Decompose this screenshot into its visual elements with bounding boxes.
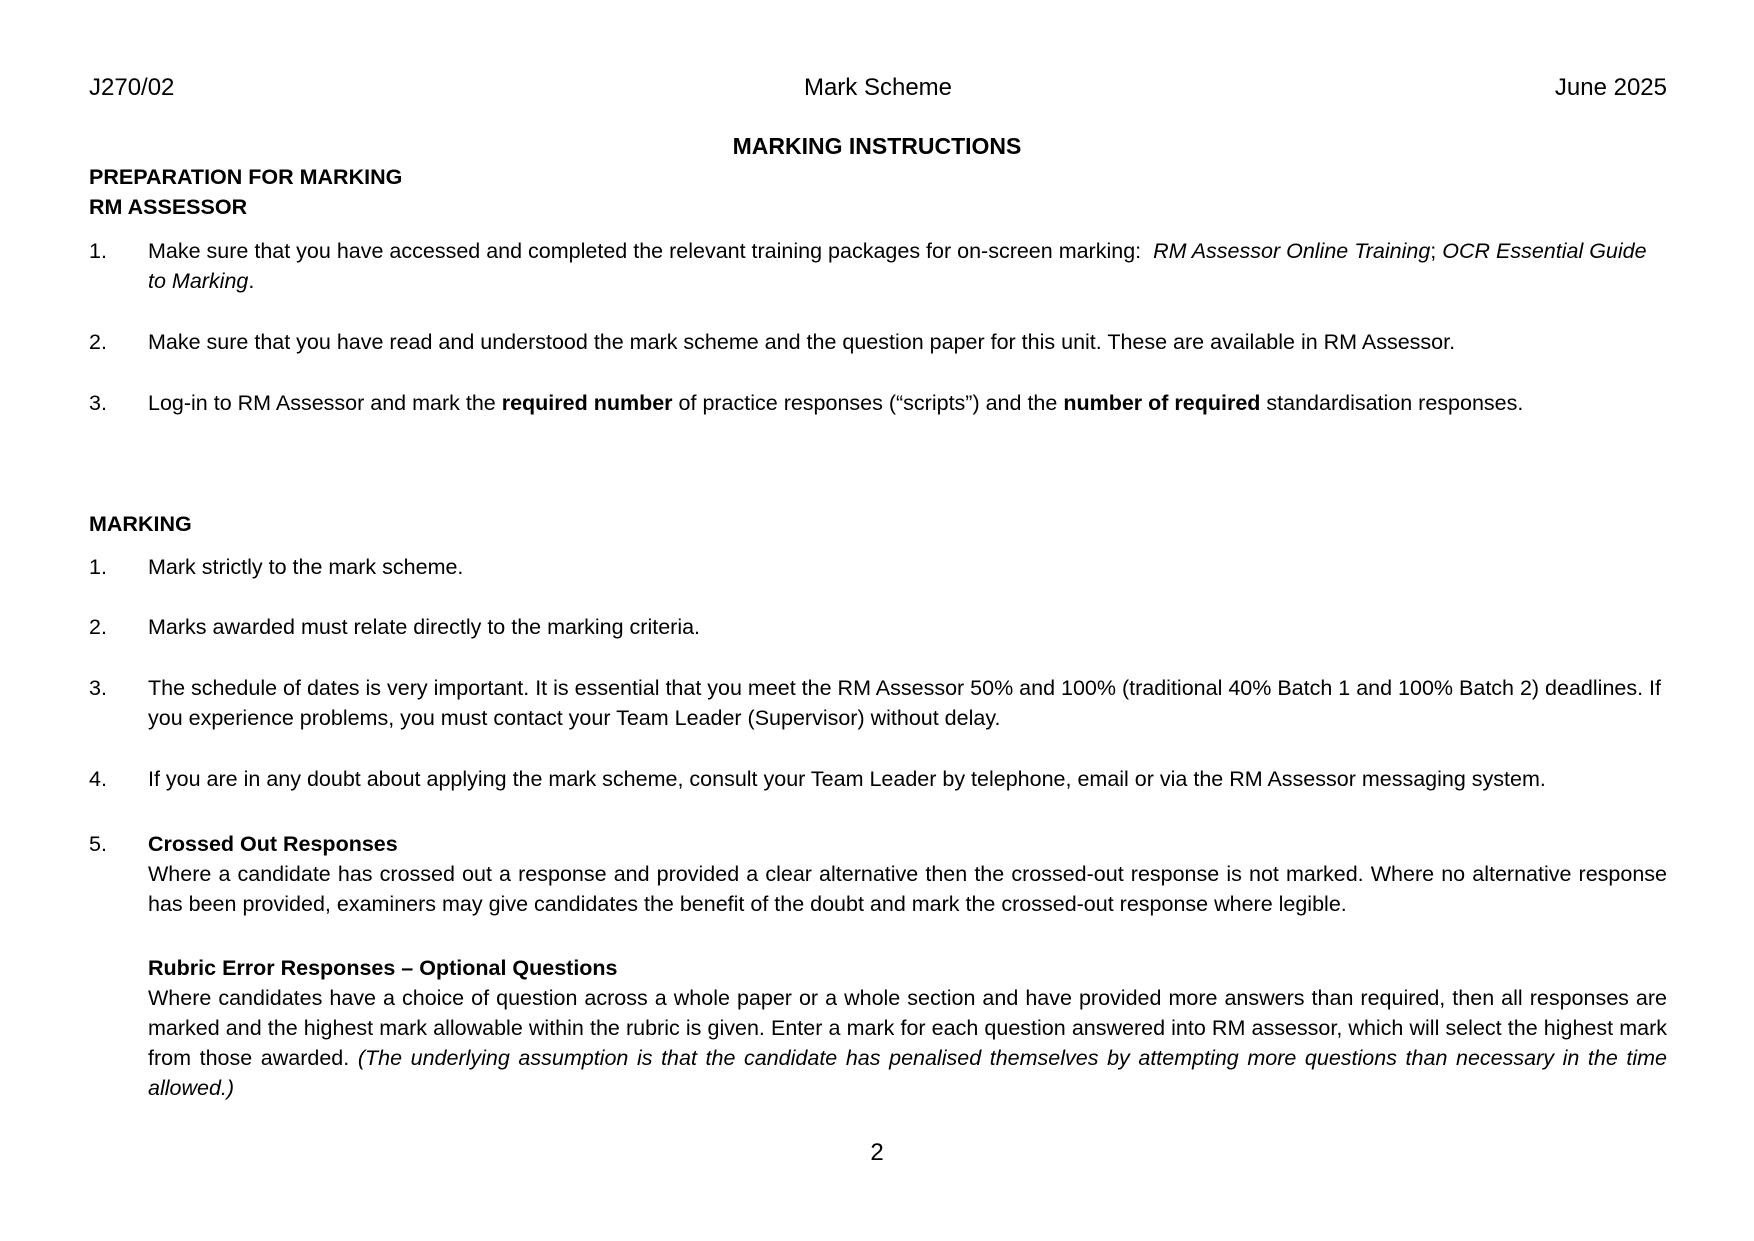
marking-item-2 (89, 612, 1667, 642)
text-run: of practice responses (“scripts”) and the (672, 391, 1064, 415)
list-number: 3. (89, 391, 107, 415)
list-number: 2. (89, 615, 107, 639)
page-title: MARKING INSTRUCTIONS (732, 133, 1022, 159)
list-number: 1. (89, 555, 107, 579)
prep-item-1 (89, 236, 1667, 296)
italic-text-run: OCR Essential Guide to Marking (148, 239, 1647, 293)
list-text (148, 236, 1667, 296)
text-run: . (248, 269, 255, 293)
list-content (148, 829, 1667, 919)
list-text: If you are in any doubt about applying the mark scheme, consult your Team Leader by telephone, email or via the RM Assessor messaging system. (148, 767, 1546, 791)
list-number: 3. (89, 676, 107, 700)
list-number: 4. (89, 767, 107, 791)
text-run: Where candidates have a choice of question across a whole paper or a whole section and have provided more answers than required, then all responses are marked and the highest mark allowable within the rubric is given. Enter a mark for each question answered into RM assessor, which will select the highest mark from those awarded. (148, 986, 1667, 1070)
list-number: 2. (89, 330, 107, 354)
text-run: ; (1430, 239, 1443, 263)
list-text: The schedule of dates is very important. It is essential that you meet the RM Assessor 50% and 100% (traditional 40% Batch 1 and 100% Batch 2) deadlines. If you experience problems, you must contact your Team Leader (Supervisor) without delay. (148, 676, 1661, 730)
bold-text-run: number of required (1063, 391, 1261, 415)
marking-item-5 (89, 829, 1667, 919)
marking-item-4 (89, 764, 1667, 794)
rubric-heading: Rubric Error Responses – Optional Questions (148, 956, 618, 980)
page-number: 2 (870, 1139, 884, 1166)
list-text (148, 388, 1667, 418)
prep-item-2 (89, 327, 1667, 357)
section-heading-rm-assessor: RM ASSESSOR (89, 195, 248, 219)
document-type: Mark Scheme (803, 74, 953, 101)
list-number: 1. (89, 239, 107, 263)
italic-text-run: RM Assessor Online Training (1153, 239, 1431, 263)
marking-item-3 (89, 673, 1667, 733)
item-heading: Crossed Out Responses (148, 832, 398, 856)
list-text: Make sure that you have read and understood the mark scheme and the question paper for this unit. These are available in RM Assessor. (148, 330, 1456, 354)
bold-text-run: required number (501, 391, 673, 415)
text-run: Make sure that you have accessed and completed the relevant training packages for on-screen marking: (148, 239, 1154, 263)
list-text: Mark strictly to the mark scheme. (148, 555, 464, 579)
italic-text-run: (The underlying assumption is that the candidate has penalised themselves by attempting more questions than necessary in the time allowed.) (148, 1046, 1668, 1100)
text-run: Log-in to RM Assessor and mark the (148, 391, 502, 415)
prep-item-3 (89, 388, 1667, 418)
paper-code: J270/02 (89, 74, 175, 101)
section-heading-preparation: PREPARATION FOR MARKING (89, 165, 403, 189)
exam-date: June 2025 (1554, 74, 1667, 101)
list-text: Marks awarded must relate directly to the marking criteria. (148, 615, 701, 639)
page-header (89, 74, 1667, 104)
marking-item-1 (89, 552, 1667, 582)
section-heading-marking: MARKING (89, 512, 192, 536)
list-number: 5. (89, 832, 107, 856)
item-paragraph: Where a candidate has crossed out a response and provided a clear alternative then the crossed-out response is not marked. Where no alternative response has been provided, examiners may give candidates the benefit of the doubt and mark the crossed-out response where legible. (148, 862, 1667, 916)
rubric-paragraph (148, 983, 1667, 1103)
rubric-section (148, 953, 1667, 1103)
text-run: standardisation responses. (1260, 391, 1524, 415)
